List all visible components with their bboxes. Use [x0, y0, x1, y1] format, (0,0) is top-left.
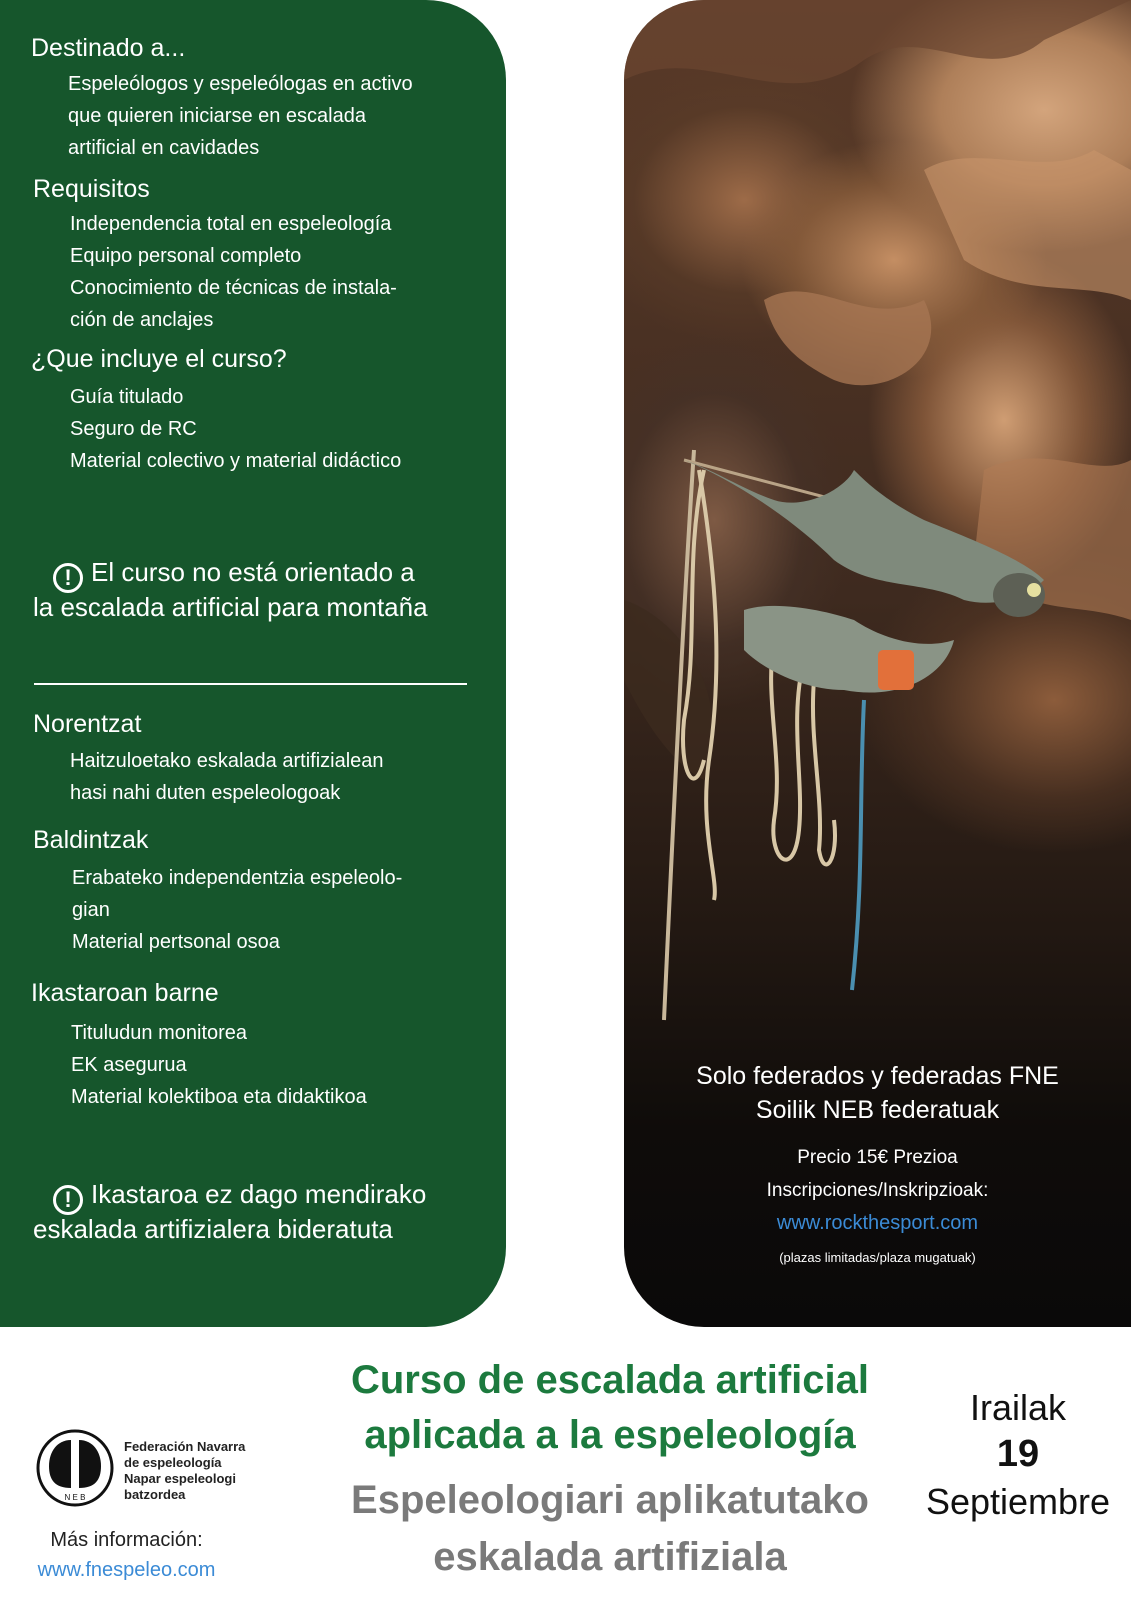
- precio: Precio 15€ Prezioa: [797, 1147, 958, 1168]
- title-eu-line1: Espeleologiari aplikatutako: [351, 1478, 869, 1522]
- neb-emblem-icon: [35, 1428, 115, 1508]
- list-item: Material pertsonal osoa: [72, 931, 280, 953]
- list-item: Guía titulado: [70, 386, 184, 408]
- federados-es: Solo federados y federadas FNE: [696, 1062, 1059, 1090]
- info-panel: [0, 0, 506, 1327]
- federation-line1: Federación Navarra: [124, 1439, 246, 1454]
- requisitos-list: [70, 208, 397, 336]
- baldintzak-title: Baldintzak: [33, 826, 149, 854]
- date-month-es: Septiembre: [925, 1481, 1111, 1522]
- list-item: que quieren iniciarse en escalada: [68, 105, 366, 127]
- warning-eu: [53, 1177, 426, 1215]
- title-es-line1: Curso de escalada artificial: [350, 1358, 869, 1402]
- federation-name: [124, 1439, 245, 1503]
- list-item: Independencia total en espeleología: [70, 213, 392, 235]
- warning-eu-line2: eskalada artifizialera bideratuta: [33, 1214, 393, 1244]
- date-day: 19: [996, 1433, 1040, 1475]
- destinado-list: [68, 68, 413, 164]
- warning-es: [53, 555, 415, 593]
- exclamation-circle-icon: !: [53, 563, 83, 593]
- federation-line2: de espeleología: [124, 1455, 222, 1470]
- rockthesport-link[interactable]: www.rockthesport.com: [776, 1212, 979, 1234]
- list-item: hasi nahi duten espeleologoak: [70, 782, 341, 804]
- neb-logo: [35, 1428, 115, 1513]
- federation-line3: Napar espeleologi: [124, 1471, 236, 1486]
- barne-list: [71, 1017, 367, 1113]
- list-item: Tituludun monitorea: [71, 1022, 248, 1044]
- warning-eu-line1: Ikastaroa ez dago mendirako: [91, 1179, 427, 1209]
- date-month-eu: Irailak: [969, 1387, 1067, 1428]
- list-item: ción de anclajes: [70, 309, 214, 331]
- list-item: Conocimiento de técnicas de instala-: [70, 277, 397, 299]
- title-es-line2: aplicada a la espeleología: [364, 1413, 856, 1457]
- incluye-list: [70, 381, 401, 477]
- list-item: artificial en cavidades: [68, 137, 260, 159]
- norentzat-title: Norentzat: [33, 710, 142, 738]
- cave-photo: [624, 0, 1131, 1327]
- list-item: gian: [72, 899, 110, 921]
- list-item: Equipo personal completo: [70, 245, 302, 267]
- list-item: Espeleólogos y espeleólogas en activo: [68, 73, 413, 95]
- fnespeleo-link[interactable]: www.fnespeleo.com: [37, 1559, 216, 1581]
- baldintzak-list: [72, 862, 402, 958]
- barne-title: Ikastaroan barne: [31, 979, 219, 1007]
- incluye-title: ¿Que incluye el curso?: [31, 345, 287, 373]
- warning-es-line1: El curso no está orientado a: [91, 557, 415, 587]
- more-info-label: Más información:: [50, 1529, 203, 1551]
- federados-eu: Soilik NEB federatuak: [755, 1096, 1000, 1124]
- list-item: Erabateko independentzia espeleolo-: [72, 867, 403, 889]
- requisitos-title: Requisitos: [33, 175, 150, 203]
- list-item: Haitzuloetako eskalada artifizialean: [70, 750, 384, 772]
- inscripciones: Inscripciones/Inskripzioak:: [766, 1180, 989, 1201]
- event-date: [918, 1386, 1118, 1526]
- norentzat-list: [70, 745, 384, 809]
- emblem-text: N E B: [64, 1493, 86, 1502]
- list-item: Material kolektiboa eta didaktikoa: [71, 1086, 367, 1108]
- exclamation-circle-icon: !: [53, 1185, 83, 1215]
- title-eu-line2: eskalada artifiziala: [433, 1535, 787, 1579]
- section-divider: [34, 683, 467, 685]
- warning-es-line2: la escalada artificial para montaña: [33, 592, 428, 622]
- list-item: Material colectivo y material didáctico: [70, 450, 402, 472]
- list-item: EK asegurua: [71, 1054, 187, 1076]
- caver-illustration: [624, 0, 1131, 1327]
- plazas-note: (plazas limitadas/plaza mugatuak): [779, 1250, 976, 1265]
- list-item: Seguro de RC: [70, 418, 197, 440]
- federation-line4: batzordea: [124, 1487, 186, 1502]
- destinado-title: Destinado a...: [31, 34, 186, 62]
